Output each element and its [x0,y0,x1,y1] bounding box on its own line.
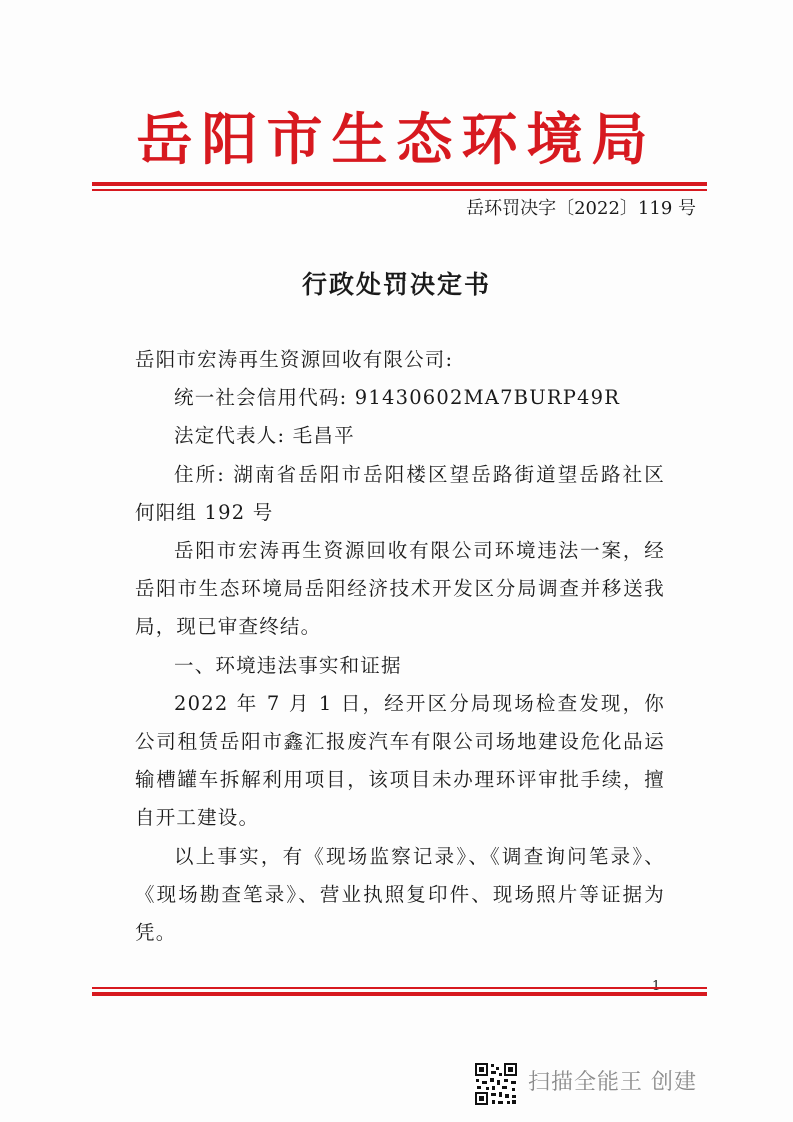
document-title: 行政处罚决定书 [301,270,491,299]
legal-representative: 法定代表人: 毛昌平 [174,424,355,448]
section-heading: 一、环境违法事实和证据 [174,653,402,677]
facts-paragraph: 2022 年 7 月 1 日，经开区分局现场检查发现，你公司租赁岳阳市鑫汇报废汽车有限公司场地建设危化品运输槽罐车拆解利用项目，该项目未办理环评审批手续，擅自开工建设。 [135,691,665,830]
scanner-watermark: 扫描全能王 创建 [528,1070,697,1095]
header-rule-thin [92,189,707,191]
header-rule-thick [92,182,707,186]
intro-paragraph: 岳阳市宏涛再生资源回收有限公司环境违法一案，经岳阳市生态环境局岳阳经济技术开发区分局调查并移送我局，现已审查终结。 [135,539,665,639]
document-number: 岳环罚决字〔2022〕119 号 [466,198,696,219]
footer-rule-thick [92,992,707,996]
agency-header: 岳阳市生态环境局 [136,108,657,173]
company-address: 住所: 湖南省岳阳市岳阳楼区望岳路街道望岳路社区何阳组 192 号 [135,462,665,524]
credit-code: 统一社会信用代码: 91430602MA7BURP49R [174,386,621,410]
addressee: 岳阳市宏涛再生资源回收有限公司: [135,348,454,371]
document-body [135,341,665,952]
evidence-paragraph: 以上事实，有《现场监察记录》、《调查询问笔录》、《现场勘查笔录》、营业执照复印件、现场照片等证据为凭。 [135,844,665,945]
footer-rule-thin [92,987,707,989]
qr-code-icon [474,1062,518,1106]
